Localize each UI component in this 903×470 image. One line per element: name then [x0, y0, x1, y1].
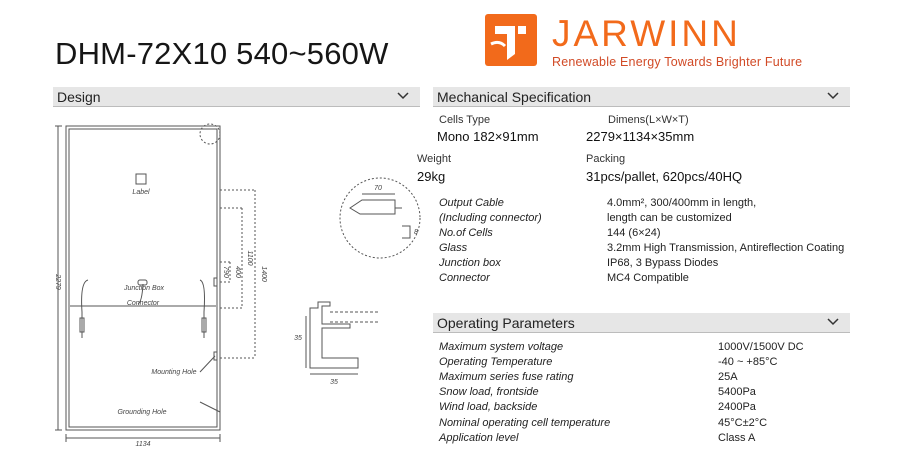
chevron-down-icon[interactable] — [826, 90, 840, 102]
param-name: Wind load, backside — [439, 401, 538, 413]
param-value: -40 ~ +85°C — [718, 356, 778, 368]
param-value: 25A — [718, 371, 738, 383]
spec-value: IP68, 3 Bypass Diodes — [607, 257, 719, 269]
corner-70-text: 70 — [374, 185, 382, 192]
height-dimension-text: 2279 — [54, 274, 61, 290]
corner-8-text: 8 — [414, 229, 418, 236]
dimension-1400-text: 1400 — [260, 266, 267, 282]
param-name: Maximum system voltage — [439, 341, 564, 353]
brand-tagline: Renewable Energy Towards Brighter Future — [552, 55, 803, 69]
label-text: Label — [132, 189, 150, 196]
param-name: Snow load, frontside — [439, 386, 539, 398]
mechanical-section-title: Mechanical Specification — [437, 89, 592, 105]
packing-value: 31pcs/pallet, 620pcs/40HQ — [586, 169, 743, 184]
dimensions-value: 2279×1134×35mm — [586, 129, 695, 144]
chevron-down-icon[interactable] — [396, 90, 410, 102]
cells-type-label: Cells Type — [439, 114, 491, 126]
frame-35-horizontal-text: 35 — [330, 379, 338, 386]
spec-value: MC4 Compatible — [607, 272, 689, 284]
weight-value: 29kg — [417, 169, 446, 184]
param-name: Application level — [439, 432, 519, 444]
junction-box-text: Junction Box — [123, 285, 165, 292]
dimension-790-text: 790 — [222, 266, 229, 278]
cells-type-value: Mono 182×91mm — [437, 129, 539, 144]
frame-35-vertical-text: 35 — [294, 335, 302, 342]
param-name: Operating Temperature — [439, 356, 553, 368]
design-section-title: Design — [57, 89, 101, 105]
dimensions-label: Dimens(L×W×T) — [608, 114, 689, 126]
mechanical-section-header[interactable] — [433, 87, 850, 107]
spec-name: (Including connector) — [439, 212, 542, 224]
param-name: Maximum series fuse rating — [439, 371, 574, 383]
spec-name: Junction box — [439, 257, 501, 269]
operating-section-header[interactable] — [433, 313, 850, 333]
spec-value: length can be customized — [607, 212, 732, 224]
panel-outline — [66, 126, 220, 430]
page-title: DHM-72X10 540~560W — [55, 36, 389, 71]
grounding-hole-text: Grounding Hole — [117, 409, 167, 416]
operating-section-title: Operating Parameters — [437, 315, 575, 331]
mounting-hole-text: Mounting Hole — [151, 369, 197, 376]
param-value: 2400Pa — [718, 401, 756, 413]
param-value: 1000V/1500V DC — [718, 341, 804, 353]
spec-name: Glass — [439, 242, 468, 254]
design-section-header[interactable] — [53, 87, 420, 107]
brand-name: JARWINN — [552, 13, 741, 54]
panel-technical-drawing — [50, 112, 430, 452]
spec-value: 3.2mm High Transmission, Antireflection Coating — [607, 242, 845, 254]
spec-value: 4.0mm², 300/400mm in length, — [607, 197, 757, 209]
spec-name: Output Cable — [439, 197, 504, 209]
packing-label: Packing — [586, 153, 626, 165]
label-box — [136, 174, 146, 184]
dimension-1100-text: 1100 — [246, 250, 253, 266]
param-value: 45°C±2°C — [718, 417, 768, 429]
param-value: Class A — [718, 432, 756, 444]
chevron-down-icon[interactable] — [826, 316, 840, 328]
param-value: 5400Pa — [718, 386, 756, 398]
jarwinn-logo-icon — [485, 14, 537, 66]
weight-label: Weight — [417, 153, 452, 165]
spec-value: 144 (6×24) — [607, 227, 661, 239]
spec-name: No.of Cells — [439, 227, 493, 239]
dimension-400-text: 400 — [234, 266, 241, 278]
width-dimension-text: 1134 — [135, 441, 151, 448]
spec-name: Connector — [439, 272, 490, 284]
connector-text: Connector — [126, 300, 160, 307]
param-name: Nominal operating cell temperature — [439, 417, 611, 429]
